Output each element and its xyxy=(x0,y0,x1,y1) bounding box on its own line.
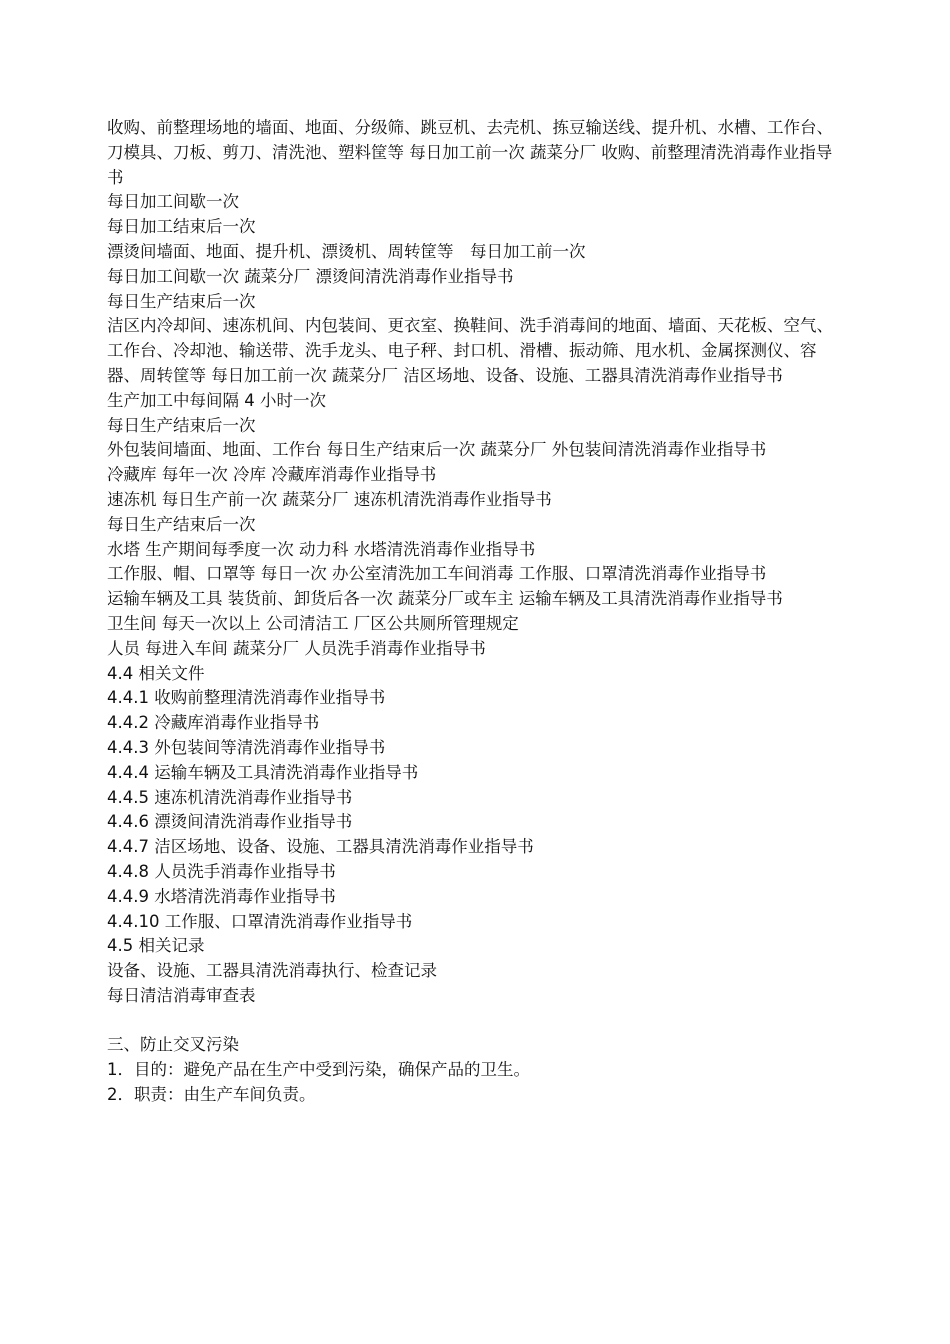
text-line: 1．目的：避免产品在生产中受到污染，确保产品的卫生。 xyxy=(107,1060,530,1080)
list-item: 4.4.6 漂烫间清洗消毒作业指导书 xyxy=(107,812,353,832)
list-item: 4.4.4 运输车辆及工具清洗消毒作业指导书 xyxy=(107,762,419,782)
text-line: 设备、设施、工器具清洗消毒执行、检查记录 xyxy=(107,961,437,981)
chapter-heading: 三、防止交叉污染 xyxy=(107,1035,239,1055)
text-line: 生产加工中每间隔 4 小时一次 xyxy=(107,390,326,410)
text-line: 每日加工间歇一次 xyxy=(107,192,239,212)
text-line: 水塔 生产期间每季度一次 动力科 水塔清洗消毒作业指导书 xyxy=(107,539,536,559)
text-line: 每日生产结束后一次 xyxy=(107,291,256,311)
text-line: 2．职责：由生产车间负责。 xyxy=(107,1085,316,1105)
list-item: 4.4.7 洁区场地、设备、设施、工器具清洗消毒作业指导书 xyxy=(107,837,534,857)
text-line: 每日清洁消毒审查表 xyxy=(107,985,256,1005)
blank-line xyxy=(107,1009,847,1034)
text-line: 每日生产结束后一次 xyxy=(107,514,256,534)
list-item: 4.4.9 水塔清洗消毒作业指导书 xyxy=(107,886,336,906)
text-line: 每日加工结束后一次 xyxy=(107,217,256,237)
text-line: 漂烫间墙面、地面、提升机、漂烫机、周转筐等 每日加工前一次 xyxy=(107,241,586,261)
list-item: 4.4.2 冷藏库消毒作业指导书 xyxy=(107,713,320,733)
list-item: 4.4.8 人员洗手消毒作业指导书 xyxy=(107,861,336,881)
text-line: 洁区内冷却间、速冻机间、内包装间、更衣室、换鞋间、洗手消毒间的地面、墙面、天花板、空气、工作台、冷却池、输送带、洗手龙头、电子秤、封口机、滑槽、振动筛、甩水机、金属探测仪、容器、周转筐等 每日加工前一次 蔬菜分厂 洁区场地、设备、设施、工器具清洗消毒作业指导书 xyxy=(107,316,833,385)
text-line: 工作服、帽、口罩等 每日一次 办公室清洗加工车间消毒 工作服、口罩清洗消毒作业指导书 xyxy=(107,564,767,584)
text-line: 每日加工间歇一次 蔬菜分厂 漂烫间清洗消毒作业指导书 xyxy=(107,266,514,286)
text-line: 卫生间 每天一次以上 公司清洁工 厂区公共厕所管理规定 xyxy=(107,613,519,633)
list-item: 4.4.5 速冻机清洗消毒作业指导书 xyxy=(107,787,353,807)
section-heading: 4.5 相关记录 xyxy=(107,936,205,956)
list-item: 4.4.1 收购前整理清洗消毒作业指导书 xyxy=(107,688,386,708)
text-line: 运输车辆及工具 装货前、卸货后各一次 蔬菜分厂或车主 运输车辆及工具清洗消毒作业指导书 xyxy=(107,589,783,609)
text-line: 每日生产结束后一次 xyxy=(107,415,256,435)
document-body xyxy=(107,116,847,1108)
text-line: 冷藏库 每年一次 冷库 冷藏库消毒作业指导书 xyxy=(107,465,437,485)
list-item: 4.4.3 外包装间等清洗消毒作业指导书 xyxy=(107,737,386,757)
text-line: 速冻机 每日生产前一次 蔬菜分厂 速冻机清洗消毒作业指导书 xyxy=(107,489,552,509)
section-heading: 4.4 相关文件 xyxy=(107,663,205,683)
list-item: 4.4.10 工作服、口罩清洗消毒作业指导书 xyxy=(107,911,413,931)
text-line: 人员 每进入车间 蔬菜分厂 人员洗手消毒作业指导书 xyxy=(107,638,486,658)
text-line: 收购、前整理场地的墙面、地面、分级筛、跳豆机、去壳机、拣豆输送线、提升机、水槽、工作台、刀模具、刀板、剪刀、清洗池、塑料筐等 每日加工前一次 蔬菜分厂 收购、前整理清洗消毒作业指导书 xyxy=(107,118,833,187)
text-line: 外包装间墙面、地面、工作台 每日生产结束后一次 蔬菜分厂 外包装间清洗消毒作业指导书 xyxy=(107,440,767,460)
